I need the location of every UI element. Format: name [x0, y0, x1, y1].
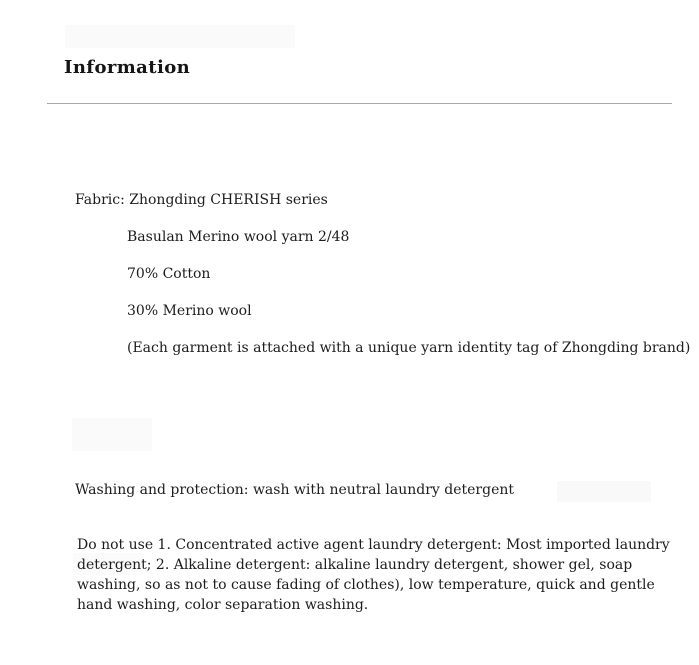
placeholder-block-top: [65, 25, 295, 48]
title-divider: [47, 103, 672, 104]
warning-line: hand washing, color separation washing.: [77, 597, 369, 613]
washing-warning-paragraph: [77, 535, 670, 615]
warning-line: washing, so as not to cause fading of clothes), low temperature, quick and gentle: [77, 577, 655, 593]
placeholder-block-middle: [72, 418, 152, 451]
placeholder-block-right: [557, 481, 651, 502]
fabric-section: [75, 193, 690, 378]
washing-instructions-title: Washing and protection: wash with neutral laundry detergent: [75, 482, 515, 498]
warning-line: detergent; 2. Alkaline detergent: alkaline laundry detergent, shower gel, soap: [77, 557, 633, 573]
fabric-line: Fabric: Zhongding CHERISH series: [75, 192, 328, 208]
page-title: Information: [64, 57, 191, 78]
fabric-line: 70% Cotton: [127, 266, 211, 282]
fabric-line: Basulan Merino wool yarn 2/48: [127, 229, 350, 245]
fabric-line: 30% Merino wool: [127, 303, 252, 319]
warning-line: Do not use 1. Concentrated active agent laundry detergent: Most imported laundry: [77, 537, 670, 553]
fabric-line: (Each garment is attached with a unique yarn identity tag of Zhongding brand): [127, 340, 691, 356]
